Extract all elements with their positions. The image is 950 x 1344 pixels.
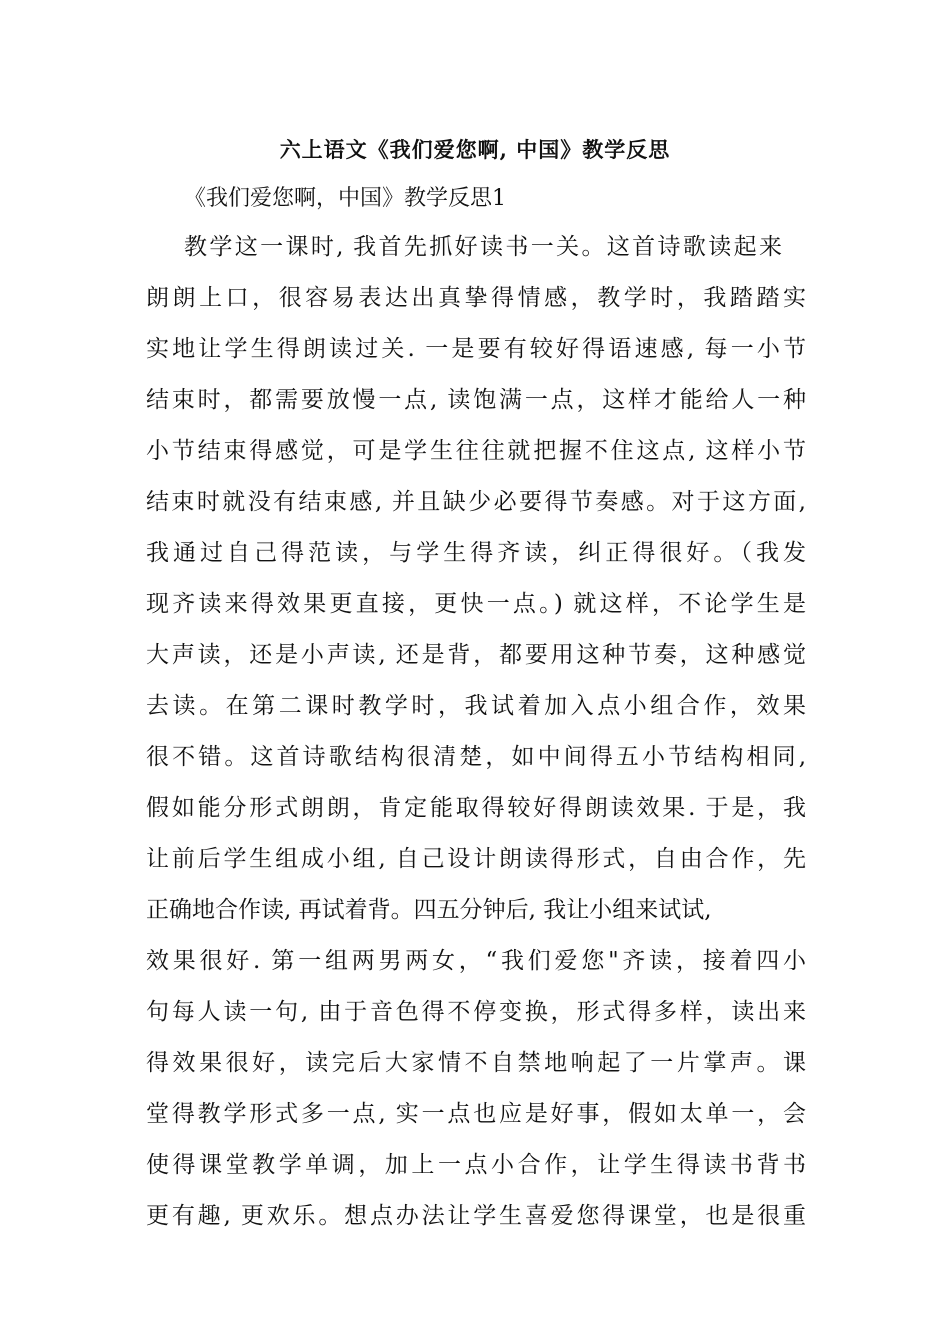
body-line: 朗朗上口，很容易表达出真挚得情感，教学时，我踏踏实: [146, 285, 806, 311]
document-title: 六上语文《我们爱您啊, 中国》教学反思: [279, 137, 671, 162]
body-line: 结束时，都需要放慢一点, 读饱满一点，这样才能给人一种: [146, 387, 806, 413]
document-subtitle: 《我们爱您啊，中国》教学反思1: [184, 186, 506, 211]
body-line: 我通过自己得范读，与学生得齐读，纠正得很好。（我发: [146, 540, 806, 566]
body-line: 假如能分形式朗朗，肯定能取得较好得朗读效果. 于是，我: [146, 795, 806, 821]
body-line: 很不错。这首诗歌结构很清楚，如中间得五小节结构相同,: [146, 744, 806, 770]
body-line: 效果很好. 第一组两男两女，“我们爱您"齐读，接着四小: [146, 948, 806, 974]
body-line: 正确地合作读, 再试着背。四五分钟后, 我让小组来试试,: [146, 897, 712, 923]
body-line: 句每人读一句, 由于音色得不停变换，形式得多样，读出来: [146, 999, 806, 1025]
body-line: 更有趣, 更欢乐。想点办法让学生喜爱您得课堂，也是很重: [146, 1203, 806, 1229]
body-line: 大声读，还是小声读, 还是背，都要用这种节奏，这种感觉: [146, 642, 806, 668]
body-line: 结束时就没有结束感, 并且缺少必要得节奏感。对于这方面,: [146, 489, 806, 515]
body-line: 教学这一课时, 我首先抓好读书一关。这首诗歌读起来: [184, 234, 782, 260]
body-line: 现齐读来得效果更直接，更快一点。) 就这样，不论学生是: [146, 591, 806, 617]
body-line: 得效果很好，读完后大家情不自禁地响起了一片掌声。课: [146, 1050, 806, 1076]
body-line: 实地让学生得朗读过关. 一是要有较好得语速感, 每一小节: [146, 336, 806, 362]
body-line: 使得课堂教学单调，加上一点小合作，让学生得读书背书: [146, 1152, 806, 1178]
body-line: 让前后学生组成小组, 自己设计朗读得形式，自由合作，先: [146, 846, 806, 872]
body-line: 小节结束得感觉，可是学生往往就把握不住这点, 这样小节: [146, 438, 806, 464]
body-line: 堂得教学形式多一点, 实一点也应是好事，假如太单一，会: [146, 1101, 806, 1127]
body-line: 去读。在第二课时教学时，我试着加入点小组合作，效果: [146, 693, 806, 719]
